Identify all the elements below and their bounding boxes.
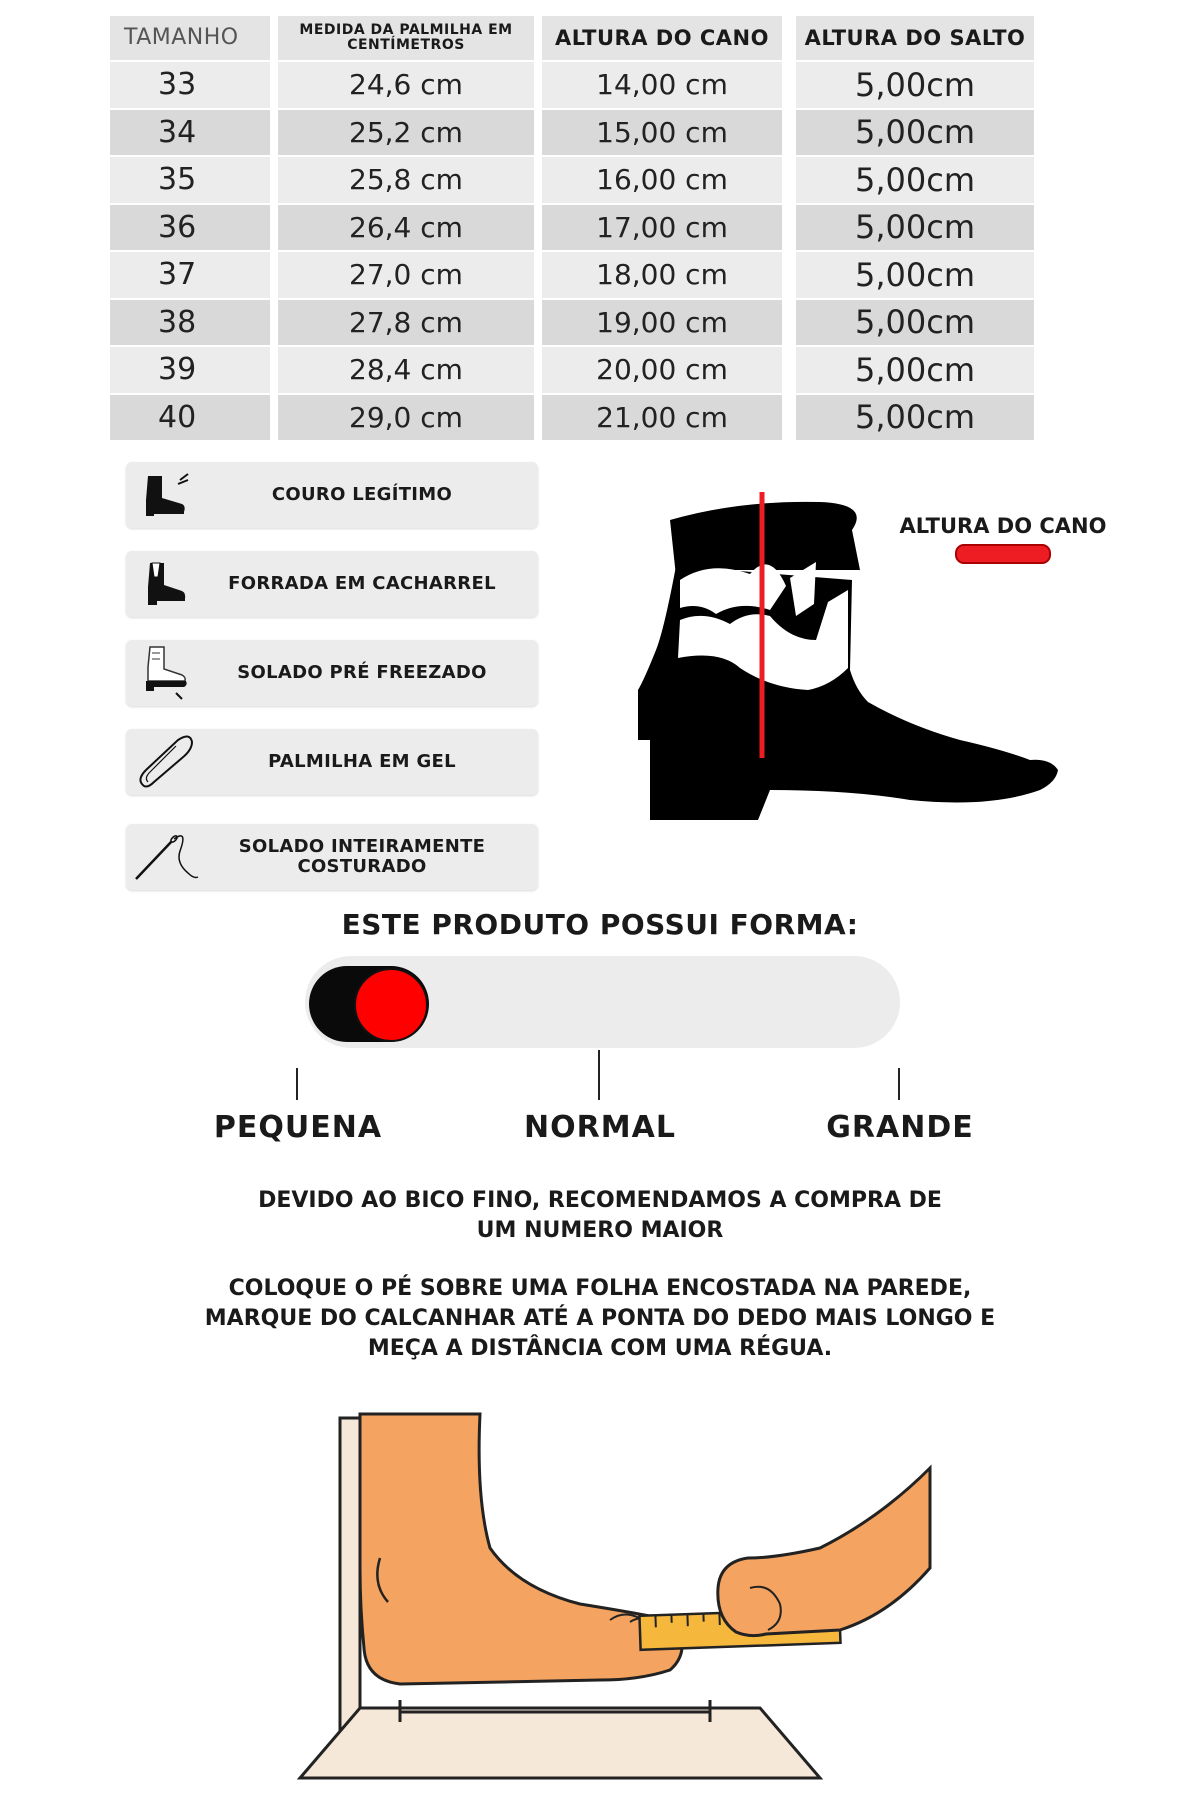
size-cell: 38: [110, 298, 270, 346]
heel-cell: 5,00cm: [796, 298, 1034, 346]
feature-insole: [126, 729, 538, 795]
heel-cell: 5,00cm: [796, 250, 1034, 298]
insole-cell: 26,4 cm: [278, 203, 534, 251]
tick-normal: [598, 1050, 600, 1100]
note-line: MARQUE DO CALCANHAR ATÉ A PONTA DO DEDO MAIS LONGO E: [204, 1306, 996, 1331]
size-cell: 35: [110, 155, 270, 203]
size-header: TAMANHO: [110, 16, 270, 60]
fit-title: ESTE PRODUTO POSSUI FORMA:: [341, 908, 859, 941]
legend-label: ALTURA DO CANO: [899, 514, 1107, 538]
shaft-height-legend: [888, 514, 1118, 564]
heel-cell: 5,00cm: [796, 345, 1034, 393]
heel-cell: 5,00cm: [796, 203, 1034, 251]
heel-cell: 5,00cm: [796, 393, 1034, 441]
size-cell: 37: [110, 250, 270, 298]
shaft-cell: 20,00 cm: [542, 345, 782, 393]
heel-cell: 5,00cm: [796, 108, 1034, 156]
shaft-header: ALTURA DO CANO: [542, 16, 782, 60]
heel-cell: 5,00cm: [796, 155, 1034, 203]
recommendation-note: [150, 1186, 1050, 1246]
heel-cell: 5,00cm: [796, 60, 1034, 108]
insole-cell: 25,2 cm: [278, 108, 534, 156]
measuring-instructions: [150, 1274, 1050, 1364]
insole-cell: 24,6 cm: [278, 60, 534, 108]
feature-label: SOLADO PRÉ FREEZADO: [237, 662, 487, 684]
feature-label: FORRADA EM CACHARREL: [228, 573, 496, 595]
insole-icon: [126, 729, 206, 795]
boot-leather-icon: [126, 462, 206, 528]
note-line: COLOQUE O PÉ SOBRE UMA FOLHA ENCOSTADA NA PAREDE,: [228, 1276, 972, 1301]
note-line: DEVIDO AO BICO FINO, RECOMENDAMOS A COMPRA DE: [258, 1188, 942, 1213]
foot-ruler-icon: [280, 1408, 940, 1788]
shaft-cell: 17,00 cm: [542, 203, 782, 251]
shaft-cell: 14,00 cm: [542, 60, 782, 108]
fit-label-normal: NORMAL: [524, 1110, 676, 1145]
tick-large: [898, 1068, 900, 1100]
insole-cell: 28,4 cm: [278, 345, 534, 393]
shaft-column: [542, 16, 782, 440]
feature-label: COURO LEGÍTIMO: [271, 484, 453, 506]
size-column: [110, 16, 270, 440]
boot-sole-icon: [126, 640, 206, 706]
insole-column: [278, 16, 534, 440]
size-cell: 36: [110, 203, 270, 251]
note-line: UM NUMERO MAIOR: [476, 1218, 724, 1243]
fit-label-small: PEQUENA: [213, 1110, 383, 1145]
heel-column: [796, 16, 1034, 440]
feature-lined: [126, 551, 538, 617]
shaft-cell: 16,00 cm: [542, 155, 782, 203]
feature-stitched: [126, 824, 538, 890]
foot-measuring-illustration: [280, 1408, 940, 1788]
legend-swatch: [955, 544, 1051, 564]
shaft-cell: 21,00 cm: [542, 393, 782, 441]
size-cell: 33: [110, 60, 270, 108]
note-line: MEÇA A DISTÂNCIA COM UMA RÉGUA.: [367, 1336, 833, 1361]
size-cell: 40: [110, 393, 270, 441]
shaft-cell: 18,00 cm: [542, 250, 782, 298]
feature-label: PALMILHA EM GEL: [268, 751, 456, 773]
shaft-cell: 19,00 cm: [542, 298, 782, 346]
heel-header: ALTURA DO SALTO: [796, 16, 1034, 60]
insole-cell: 27,0 cm: [278, 250, 534, 298]
fit-indicator-dot: [354, 968, 428, 1042]
insole-cell: 27,8 cm: [278, 298, 534, 346]
size-cell: 34: [110, 108, 270, 156]
boot-lined-icon: [126, 551, 206, 617]
insole-header: MEDIDA DA PALMILHA EM CENTÍMETROS: [278, 16, 534, 60]
insole-cell: 29,0 cm: [278, 393, 534, 441]
size-cell: 39: [110, 345, 270, 393]
shaft-cell: 15,00 cm: [542, 108, 782, 156]
fit-label-large: GRANDE: [826, 1110, 974, 1145]
size-table: [110, 16, 1040, 436]
needle-thread-icon: [126, 824, 206, 890]
tick-small: [296, 1068, 298, 1100]
feature-sole: [126, 640, 538, 706]
insole-cell: 25,8 cm: [278, 155, 534, 203]
feature-leather: [126, 462, 538, 528]
feature-label: SOLADO INTEIRAMENTE COSTURADO: [238, 836, 486, 877]
